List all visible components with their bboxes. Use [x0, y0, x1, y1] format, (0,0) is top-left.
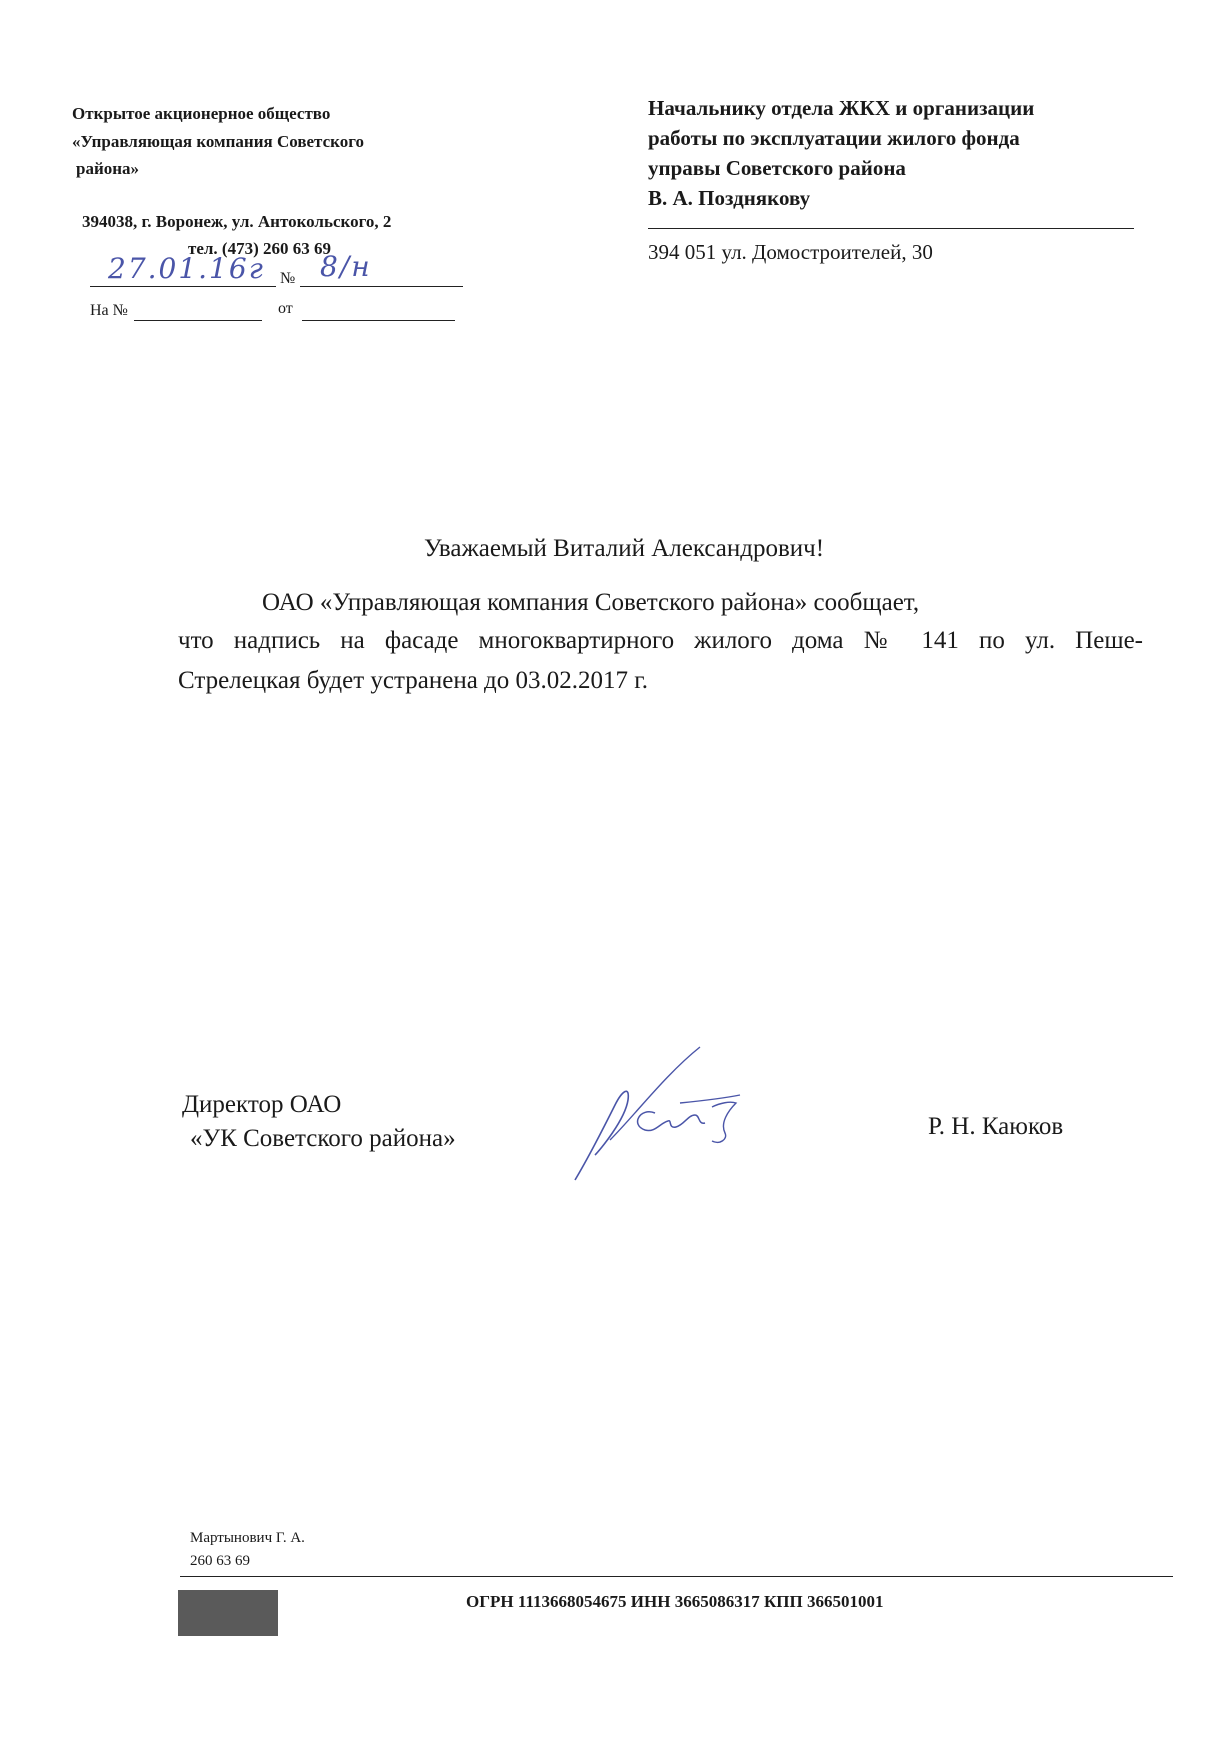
- sender-org-line-1: Открытое акционерное общество: [72, 104, 331, 123]
- sender-org-line-2: «Управляющая компания Советского: [72, 132, 365, 151]
- registration-outgoing-row: [90, 250, 465, 296]
- registration-reply-row: [90, 300, 465, 330]
- recipient-divider: [648, 228, 1134, 229]
- recipient-line-3: управы Советского района: [648, 156, 906, 180]
- signatory-title-line-2: «УК Советского района»: [190, 1125, 456, 1152]
- number-label: №: [280, 270, 296, 287]
- sender-phone: тел. (473) 260 63 69: [188, 239, 332, 258]
- executor-name: Мартынович Г. А.: [190, 1530, 305, 1546]
- handwritten-signature-icon: [560, 1045, 780, 1185]
- recipient-line-1: Начальнику отдела ЖКХ и организации: [648, 96, 1035, 120]
- handwritten-date: 27.01.16г: [108, 252, 265, 285]
- body-line-3: Стрелецкая будет устранена до 03.02.2017 г.: [178, 667, 648, 694]
- sender-org-line-3: района»: [76, 159, 140, 178]
- reply-from-label: от: [278, 300, 293, 317]
- footer-divider: [180, 1576, 1173, 1577]
- salutation: Уважаемый Виталий Александрович!: [424, 535, 825, 562]
- body-line-2: что надпись на фасаде многоквартирного жилого дома № 141 по ул. Пеше-: [178, 627, 1143, 654]
- recipient-line-4: В. А. Позднякову: [648, 186, 811, 210]
- sender-address: 394038, г. Воронеж, ул. Антокольского, 2: [82, 212, 392, 231]
- handwritten-number: 8/н: [320, 250, 372, 283]
- executor-phone: 260 63 69: [190, 1553, 250, 1569]
- body-line-1: ОАО «Управляющая компания Советского района» сообщает,: [262, 589, 920, 616]
- redaction-block: [178, 1590, 278, 1636]
- signatory-name: Р. Н. Каюков: [928, 1113, 1064, 1140]
- signatory-title-line-1: Директор ОАО: [182, 1091, 342, 1118]
- recipient-line-2: работы по эксплуатации жилого фонда: [648, 126, 1020, 150]
- reply-number-label: На №: [90, 302, 128, 319]
- company-requisites: ОГРН 1113668054675 ИНН 3665086317 КПП 366501001: [466, 1592, 884, 1611]
- recipient-address: 394 051 ул. Домостроителей, 30: [648, 240, 933, 264]
